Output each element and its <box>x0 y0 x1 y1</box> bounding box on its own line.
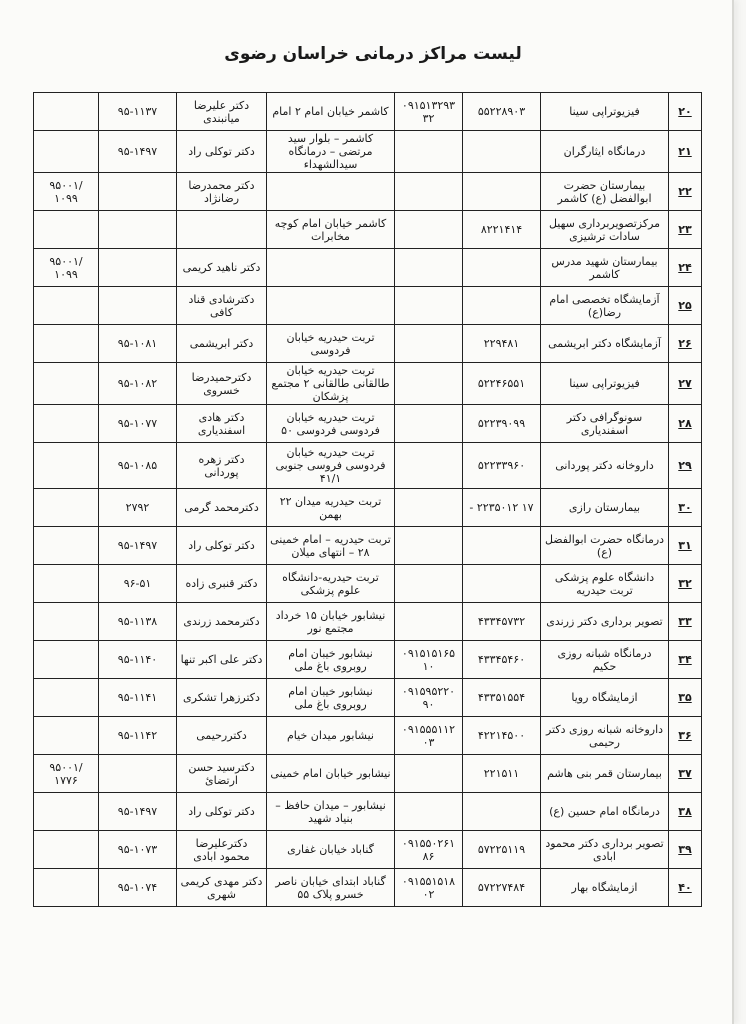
row-number: ۲۵ <box>669 287 702 325</box>
license-code: ۹۵-۱۰۸۱ <box>99 325 177 363</box>
phone-number <box>463 565 541 603</box>
license-code: ۹۵-۱۴۹۷ <box>99 527 177 565</box>
row-number: ۳۰ <box>669 489 702 527</box>
extra-code <box>34 831 99 869</box>
extra-code <box>34 793 99 831</box>
mobile-number <box>395 755 463 793</box>
row-number: ۳۲ <box>669 565 702 603</box>
extra-code <box>34 641 99 679</box>
extra-code <box>34 211 99 249</box>
phone-number: ۴۳۳۴۵۴۶۰ <box>463 641 541 679</box>
doctor-name: دکترمحمد زرندی <box>177 603 267 641</box>
license-code: ۹۵-۱۴۹۷ <box>99 793 177 831</box>
phone-number <box>463 527 541 565</box>
table-row <box>34 793 702 831</box>
table-row <box>34 93 702 131</box>
doctor-name: دکتر توکلی راد <box>177 131 267 173</box>
mobile-number <box>395 325 463 363</box>
address <box>267 287 395 325</box>
row-number: ۲۰ <box>669 93 702 131</box>
table-row <box>34 443 702 489</box>
table-row <box>34 603 702 641</box>
center-name: بیمارستان رازی <box>541 489 669 527</box>
phone-number <box>463 287 541 325</box>
table-row <box>34 131 702 173</box>
mobile-number: ۰۹۱۵۹۵۲۲۰ ۹۰ <box>395 679 463 717</box>
mobile-number <box>395 131 463 173</box>
doctor-name: دکترعلیرضا محمود ابادی <box>177 831 267 869</box>
license-code: ۹۵-۱۱۴۰ <box>99 641 177 679</box>
doctor-name: دکتر توکلی راد <box>177 527 267 565</box>
mobile-number <box>395 287 463 325</box>
row-number: ۳۱ <box>669 527 702 565</box>
center-name: درمانگاه حضرت ابوالفضل (ع) <box>541 527 669 565</box>
phone-number: ۵۲۲۳۳۹۶۰ <box>463 443 541 489</box>
extra-code <box>34 527 99 565</box>
doctor-name: دکتر مهدی کریمی شهری <box>177 869 267 907</box>
row-number: ۲۸ <box>669 405 702 443</box>
extra-code: ۹۵۰۰۱/ ۱۰۹۹ <box>34 173 99 211</box>
mobile-number <box>395 565 463 603</box>
phone-number <box>463 173 541 211</box>
center-name: بیمارستان قمر بنی هاشم <box>541 755 669 793</box>
phone-number: - ۲۲۳۵۰۱۲ ۱۷ <box>463 489 541 527</box>
table-row <box>34 489 702 527</box>
center-name: فیزیوتراپی سینا <box>541 363 669 405</box>
phone-number: ۵۲۲۳۹۰۹۹ <box>463 405 541 443</box>
address: تربت حیدریه میدان ۲۲ بهمن <box>267 489 395 527</box>
license-code: ۹۵-۱۰۷۳ <box>99 831 177 869</box>
address: نیشابور میدان خیام <box>267 717 395 755</box>
table-row <box>34 527 702 565</box>
row-number: ۳۸ <box>669 793 702 831</box>
doctor-name: دکتر قنبری زاده <box>177 565 267 603</box>
doctor-name: دکتر محمدرضا رضانژاد <box>177 173 267 211</box>
table-row <box>34 755 702 793</box>
extra-code: ۹۵۰۰۱/ ۱۷۷۶ <box>34 755 99 793</box>
extra-code <box>34 679 99 717</box>
license-code <box>99 211 177 249</box>
doctor-name: دکترشادی قناد کافی <box>177 287 267 325</box>
license-code: ۹۶-۵۱ <box>99 565 177 603</box>
doctor-name: دکترحمیدرضا خسروی <box>177 363 267 405</box>
extra-code <box>34 717 99 755</box>
doctor-name: دکتر زهره پوردانی <box>177 443 267 489</box>
row-number: ۲۲ <box>669 173 702 211</box>
phone-number: ۴۳۳۵۱۵۵۴ <box>463 679 541 717</box>
table-row <box>34 325 702 363</box>
license-code: ۹۵-۱۱۴۲ <box>99 717 177 755</box>
row-number: ۳۶ <box>669 717 702 755</box>
address: تربت حیدریه خیابان فردوسی فروسی جنوبی ۴۱/۱ <box>267 443 395 489</box>
mobile-number <box>395 363 463 405</box>
center-name: درمانگاه ایثارگران <box>541 131 669 173</box>
license-code: ۲۷۹۲ <box>99 489 177 527</box>
table-row <box>34 679 702 717</box>
address: کاشمر – بلوار سید مرتضی – درمانگاه سیدالشهداء <box>267 131 395 173</box>
mobile-number: ۰۹۱۵۵۰۲۶۱ ۸۶ <box>395 831 463 869</box>
address: نیشابور – میدان حافظ – بنیاد شهید <box>267 793 395 831</box>
phone-number: ۵۵۲۲۸۹۰۳ <box>463 93 541 131</box>
medical-centers-table <box>33 92 702 907</box>
address: تربت حیدریه-دانشگاه علوم پزشکی <box>267 565 395 603</box>
address: تربت حیدریه خیابان فردوسی <box>267 325 395 363</box>
extra-code <box>34 287 99 325</box>
doctor-name: دکترسید حسن ارتضائ <box>177 755 267 793</box>
phone-number: ۴۲۲۱۴۵۰۰ <box>463 717 541 755</box>
table-row <box>34 869 702 907</box>
mobile-number <box>395 249 463 287</box>
doctor-name: دکتر هادی اسفندیاری <box>177 405 267 443</box>
address: گناباد خیابان غفاری <box>267 831 395 869</box>
license-code: ۹۵-۱۰۸۲ <box>99 363 177 405</box>
table-row <box>34 249 702 287</box>
address: کاشمر خیابان امام کوچه مخابرات <box>267 211 395 249</box>
page-title: لیست مراکز درمانی خراسان رضوی <box>224 44 522 64</box>
extra-code <box>34 93 99 131</box>
phone-number: ۵۷۲۲۵۱۱۹ <box>463 831 541 869</box>
center-name: تصویر برداری دکتر زرندی <box>541 603 669 641</box>
phone-number: ۸۲۲۱۴۱۴ <box>463 211 541 249</box>
mobile-number <box>395 443 463 489</box>
doctor-name: دکتر علی اکبر تنها <box>177 641 267 679</box>
address: تربت حیدریه خیابان طالقانی طالقانی ۲ مجتمع پزشکان <box>267 363 395 405</box>
center-name: درمانگاه شبانه روزی حکیم <box>541 641 669 679</box>
address: تربت حیدریه – امام خمینی ۲۸ – انتهای میلان <box>267 527 395 565</box>
license-code: ۹۵-۱۱۳۸ <box>99 603 177 641</box>
extra-code <box>34 363 99 405</box>
address: نیشابور خیبان امام روبروی باغ ملی <box>267 679 395 717</box>
mobile-number: ۰۹۱۵۱۵۱۶۵ ۱۰ <box>395 641 463 679</box>
mobile-number: ۰۹۱۵۵۵۱۱۲ ۰۳ <box>395 717 463 755</box>
row-number: ۲۴ <box>669 249 702 287</box>
table-row <box>34 173 702 211</box>
extra-code: ۹۵۰۰۱/ ۱۰۹۹ <box>34 249 99 287</box>
license-code <box>99 173 177 211</box>
row-number: ۳۷ <box>669 755 702 793</box>
mobile-number <box>395 173 463 211</box>
address: نیشابور خیابان امام خمینی <box>267 755 395 793</box>
row-number: ۳۹ <box>669 831 702 869</box>
license-code: ۹۵-۱۱۳۷ <box>99 93 177 131</box>
license-code <box>99 755 177 793</box>
row-number: ۲۱ <box>669 131 702 173</box>
mobile-number <box>395 793 463 831</box>
extra-code <box>34 489 99 527</box>
license-code <box>99 249 177 287</box>
center-name: ازمایشگاه بهار <box>541 869 669 907</box>
table-row <box>34 405 702 443</box>
doctor-name: دکتر ناهید کریمی <box>177 249 267 287</box>
phone-number <box>463 249 541 287</box>
doctor-name: دکترمحمد گرمی <box>177 489 267 527</box>
address: نیشابور خیبان امام روبروی باغ ملی <box>267 641 395 679</box>
phone-number: ۲۲۹۴۸۱ <box>463 325 541 363</box>
center-name: سونوگرافی دکتر اسفندیاری <box>541 405 669 443</box>
center-name: بیمارستان شهید مدرس کاشمر <box>541 249 669 287</box>
doctor-name: دکتر علیرضا میانبندی <box>177 93 267 131</box>
doctor-name: دکتر توکلی راد <box>177 793 267 831</box>
center-name: تصویر برداری دکتر محمود ابادی <box>541 831 669 869</box>
mobile-number: ۰۹۱۵۵۱۵۱۸ ۰۲ <box>395 869 463 907</box>
address <box>267 249 395 287</box>
row-number: ۳۴ <box>669 641 702 679</box>
table-row <box>34 641 702 679</box>
license-code: ۹۵-۱۴۹۷ <box>99 131 177 173</box>
phone-number: ۵۷۲۲۷۴۸۴ <box>463 869 541 907</box>
address: نیشابور خیابان ۱۵ خرداد مجتمع نور <box>267 603 395 641</box>
row-number: ۲۹ <box>669 443 702 489</box>
center-name: آزمایشگاه تخصصی امام رضا(ع) <box>541 287 669 325</box>
center-name: درمانگاه امام حسین (ع) <box>541 793 669 831</box>
table-row <box>34 831 702 869</box>
table-row <box>34 287 702 325</box>
address: گناباد ابتدای خیابان ناصر خسرو پلاک ۵۵ <box>267 869 395 907</box>
extra-code <box>34 325 99 363</box>
extra-code <box>34 869 99 907</box>
row-number: ۲۶ <box>669 325 702 363</box>
row-number: ۳۵ <box>669 679 702 717</box>
address <box>267 173 395 211</box>
doctor-name: دکترزهرا تشکری <box>177 679 267 717</box>
phone-number: ۲۲۱۵۱۱ <box>463 755 541 793</box>
row-number: ۳۳ <box>669 603 702 641</box>
doctor-name: دکتررحیمی <box>177 717 267 755</box>
center-name: داروخانه شبانه روزی دکتر رحیمی <box>541 717 669 755</box>
table-row <box>34 211 702 249</box>
license-code: ۹۵-۱۱۴۱ <box>99 679 177 717</box>
doctor-name <box>177 211 267 249</box>
mobile-number: ۰۹۱۵۱۳۲۹۳ ۳۲ <box>395 93 463 131</box>
mobile-number <box>395 489 463 527</box>
table-row <box>34 565 702 603</box>
center-name: آزمایشگاه دکتر ابریشمی <box>541 325 669 363</box>
mobile-number <box>395 211 463 249</box>
center-name: داروخانه دکتر پوردانی <box>541 443 669 489</box>
extra-code <box>34 405 99 443</box>
phone-number: ۴۳۳۴۵۷۳۲ <box>463 603 541 641</box>
license-code: ۹۵-۱۰۸۵ <box>99 443 177 489</box>
doctor-name: دکتر ابریشمی <box>177 325 267 363</box>
center-name: دانشگاه علوم پزشکی تربت حیدریه <box>541 565 669 603</box>
row-number: ۲۳ <box>669 211 702 249</box>
license-code <box>99 287 177 325</box>
row-number: ۲۷ <box>669 363 702 405</box>
mobile-number <box>395 527 463 565</box>
mobile-number <box>395 603 463 641</box>
phone-number: ۵۲۲۴۶۵۵۱ <box>463 363 541 405</box>
center-name: بیمارستان حضرت ابوالفضل (ع) کاشمر <box>541 173 669 211</box>
license-code: ۹۵-۱۰۷۷ <box>99 405 177 443</box>
address: تربت حیدریه خیابان فردوسی فردوسی ۵۰ <box>267 405 395 443</box>
row-number: ۴۰ <box>669 869 702 907</box>
phone-number <box>463 131 541 173</box>
address: کاشمر خیابان امام ۲ امام <box>267 93 395 131</box>
table-row <box>34 363 702 405</box>
extra-code <box>34 443 99 489</box>
phone-number <box>463 793 541 831</box>
table-row <box>34 717 702 755</box>
center-name: مرکزتصویربرداری سهیل سادات ترشیزی <box>541 211 669 249</box>
extra-code <box>34 565 99 603</box>
extra-code <box>34 603 99 641</box>
extra-code <box>34 131 99 173</box>
mobile-number <box>395 405 463 443</box>
license-code: ۹۵-۱۰۷۴ <box>99 869 177 907</box>
center-name: فیزیوتراپی سینا <box>541 93 669 131</box>
center-name: ازمایشگاه رویا <box>541 679 669 717</box>
